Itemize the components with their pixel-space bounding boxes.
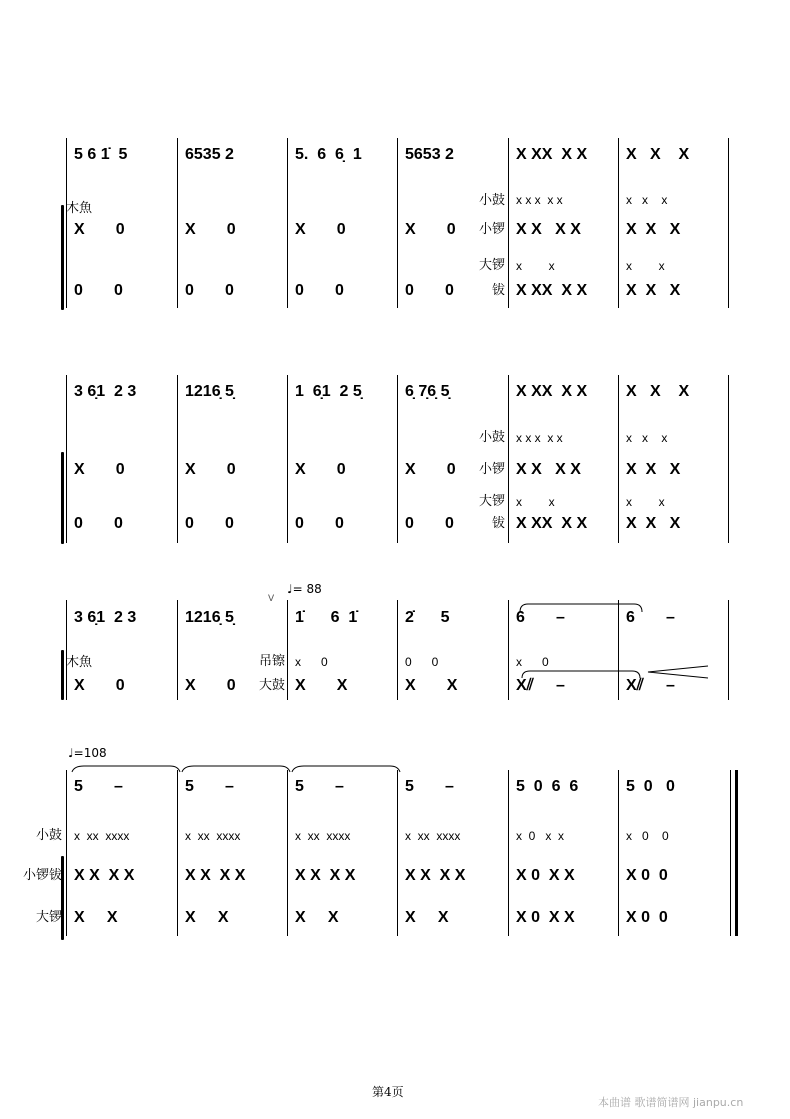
- notation-da-luo: x x: [626, 495, 665, 509]
- notation-rest-row: 0 0: [74, 282, 123, 299]
- notation-muyu-row: X 0: [405, 461, 456, 478]
- tempo-marking: ♩=108: [68, 746, 107, 760]
- barline: [287, 375, 288, 543]
- notation-xiao-luo: X X X: [626, 221, 681, 238]
- staff-bracket: [61, 452, 64, 544]
- barline: [508, 138, 509, 308]
- instrument-label-diao-cha: 吊镲: [258, 654, 285, 669]
- notation-da-gu: X X: [295, 677, 348, 694]
- watermark: 本曲谱 歌谱简谱网 jianpu.cn: [598, 1096, 744, 1109]
- notation-melody: 3 6̣1 2 3: [74, 609, 137, 626]
- tie-arc: [72, 766, 180, 772]
- notation-rest-row: 0 0: [405, 282, 454, 299]
- notation-diao-cha: x 0: [295, 655, 328, 669]
- barline: [287, 770, 288, 936]
- notation-xiao-luo: X X X X: [516, 221, 581, 238]
- notation-muyu-row: X 0: [74, 221, 125, 238]
- notation-melody: X X X: [626, 146, 690, 163]
- notation-melody: 1216̣ 5̣: [185, 609, 234, 626]
- instrument-label-bo: 钹: [491, 516, 505, 531]
- notation-rest-row: 0 0: [295, 282, 344, 299]
- notation-da-luo: X 0 0: [626, 909, 668, 926]
- notation-diao-cha: 0 0: [405, 655, 439, 669]
- notation-rest-row: 0 0: [185, 282, 234, 299]
- instrument-label-da-luo: 大锣: [478, 494, 505, 509]
- notation-melody: 6535 2: [185, 146, 234, 163]
- barline: [618, 770, 619, 936]
- notation-xiao-luo-bo: X 0 0: [626, 867, 668, 884]
- barline: [397, 770, 398, 936]
- notation-rest-row: 0 0: [405, 515, 454, 532]
- barline: [66, 600, 67, 700]
- notation-xiao-luo-bo: X X X X: [295, 867, 356, 884]
- notation-da-luo: X X: [295, 909, 339, 926]
- notation-xiao-luo-bo: X X X X: [405, 867, 466, 884]
- barline: [508, 770, 509, 936]
- notation-rest-row: 0 0: [74, 515, 123, 532]
- instrument-label-xiao-gu: 小鼓: [35, 828, 62, 843]
- barline: [618, 375, 619, 543]
- notation-muyu-row: X 0: [185, 461, 236, 478]
- instrument-label-xiao-luo: 小锣: [478, 462, 505, 477]
- notation-xiao-gu: x xx xxxx: [185, 829, 241, 843]
- barline: [618, 600, 619, 700]
- notation-xiao-luo: X X X: [626, 461, 681, 478]
- notation-da-luo: X X: [185, 909, 229, 926]
- barline: [177, 770, 178, 936]
- notation-da-luo: x x: [516, 495, 555, 509]
- barline: [287, 138, 288, 308]
- notation-muyu-row: X 0: [185, 221, 236, 238]
- notation-melody: 6 –: [516, 609, 565, 626]
- notation-melody: 1 6̣1 2 5̣: [295, 383, 362, 400]
- instrument-label-xiao-gu: 小鼓: [478, 193, 505, 208]
- instrument-label-xiao-luo-bo: 小锣钹: [22, 868, 62, 883]
- instrument-label-da-gu: 大鼓: [258, 678, 285, 693]
- instrument-label-da-luo: 大锣: [478, 258, 505, 273]
- notation-da-gu: X 0: [74, 677, 125, 694]
- notation-da-luo: X X: [74, 909, 118, 926]
- notation-xiao-gu: x 0 x x: [516, 829, 565, 843]
- barline: [397, 375, 398, 543]
- page-number: 第4页: [372, 1085, 404, 1099]
- notation-xiao-gu: x x x: [626, 431, 668, 445]
- notation-da-gu: X 0: [185, 677, 236, 694]
- notation-rest-row: 0 0: [185, 515, 234, 532]
- barline: [177, 138, 178, 308]
- notation-xiao-gu: x x x x x: [516, 193, 563, 207]
- notation-melody: 1̇ 6 1̇: [295, 609, 358, 626]
- notation-bo: X XX X X: [516, 282, 588, 299]
- barline: [66, 375, 67, 543]
- tie-arc: [292, 766, 400, 772]
- barline: [508, 375, 509, 543]
- instrument-label-bo: 钹: [491, 283, 505, 298]
- staff-bracket: [61, 650, 64, 700]
- staff-bracket: [61, 205, 64, 310]
- notation-da-luo: x x: [626, 259, 665, 273]
- notation-melody: 2̇ 5: [405, 609, 450, 626]
- notation-melody: 5 –: [295, 778, 344, 795]
- notation-xiao-gu: x xx xxxx: [74, 829, 130, 843]
- notation-xiao-luo-bo: X X X X: [185, 867, 246, 884]
- notation-melody: X XX X X: [516, 383, 588, 400]
- notation-xiao-luo: X X X X: [516, 461, 581, 478]
- barline: [177, 375, 178, 543]
- barline: [66, 138, 67, 308]
- notation-muyu-row: X 0: [74, 461, 125, 478]
- notation-muyu-row: X 0: [405, 221, 456, 238]
- final-barline: [735, 770, 738, 936]
- notation-bo: X XX X X: [516, 515, 588, 532]
- notation-melody: 5 0 6 6: [516, 778, 579, 795]
- final-barline: [730, 770, 731, 936]
- notation-melody: 6̣ 7̣6̣ 5̣: [405, 383, 450, 400]
- barline: [728, 138, 729, 308]
- notation-melody: 6 –: [626, 609, 675, 626]
- notation-xiao-luo-bo: X X X X: [74, 867, 135, 884]
- notation-melody: X X X: [626, 383, 690, 400]
- notation-bo: X X X: [626, 515, 681, 532]
- notation-xiao-gu: x x x: [626, 193, 668, 207]
- notation-da-luo: x x: [516, 259, 555, 273]
- notation-melody: 5. 6 6̣ 1: [295, 146, 362, 163]
- notation-da-luo: X 0 X X: [516, 909, 575, 926]
- notation-muyu-row: X 0: [295, 461, 346, 478]
- notation-xiao-gu: x 0 0: [626, 829, 669, 843]
- notation-xiao-gu: x xx xxxx: [405, 829, 461, 843]
- barline: [397, 138, 398, 308]
- notation-melody: X XX X X: [516, 146, 588, 163]
- barline: [66, 770, 67, 936]
- notation-da-gu: X⫽ –: [626, 677, 675, 694]
- instrument-label-da-luo: 大锣: [35, 910, 62, 925]
- notation-xiao-gu: x xx xxxx: [295, 829, 351, 843]
- instrument-label-xiao-gu: 小鼓: [478, 430, 505, 445]
- notation-bo: X X X: [626, 282, 681, 299]
- notation-diao-cha: x 0: [516, 655, 549, 669]
- barline: [397, 600, 398, 700]
- barline: [728, 600, 729, 700]
- barline: [618, 138, 619, 308]
- barline: [177, 600, 178, 700]
- notation-da-gu: X⫽ –: [516, 677, 565, 694]
- breath-mark: V: [268, 594, 275, 604]
- notation-da-luo: X X: [405, 909, 449, 926]
- notation-melody: 5 0 0: [626, 778, 675, 795]
- instrument-label-mu-yu: 木魚: [66, 655, 93, 670]
- barline: [508, 600, 509, 700]
- instrument-label-xiao-luo: 小锣: [478, 222, 505, 237]
- notation-melody: 5 –: [405, 778, 454, 795]
- barline: [728, 375, 729, 543]
- instrument-label-mu-yu: 木魚: [66, 201, 93, 216]
- notation-melody: 3 6̣1 2 3: [74, 383, 137, 400]
- notation-melody: 5 6 1̇ 5: [74, 146, 128, 163]
- barline: [287, 600, 288, 700]
- notation-melody: 1216̣ 5̣: [185, 383, 234, 400]
- notation-muyu-row: X 0: [295, 221, 346, 238]
- notation-xiao-gu: x x x x x: [516, 431, 563, 445]
- notation-da-gu: X X: [405, 677, 458, 694]
- tempo-marking: ♩= 88: [287, 582, 322, 596]
- notation-melody: 5 –: [74, 778, 123, 795]
- notation-melody: 5653 2: [405, 146, 454, 163]
- notation-xiao-luo-bo: X 0 X X: [516, 867, 575, 884]
- notation-rest-row: 0 0: [295, 515, 344, 532]
- tie-arc: [182, 766, 290, 772]
- notation-melody: 5 –: [185, 778, 234, 795]
